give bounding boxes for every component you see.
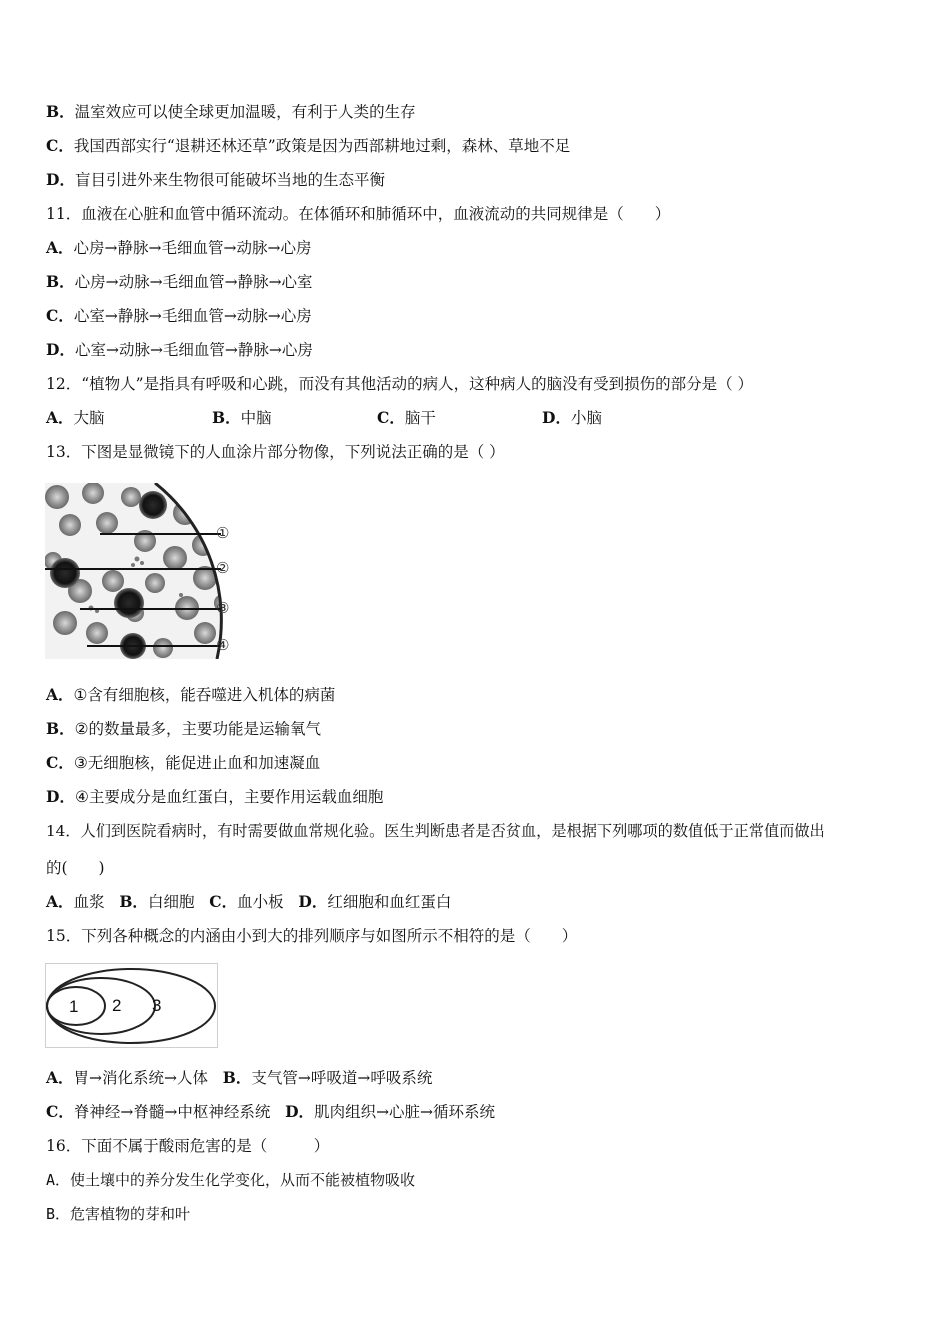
question-11-stem: 11．血液在心脏和血管中循环流动。在体循环和肺循环中，血液流动的共同规律是（ ） (46, 205, 671, 223)
q12-option-d (542, 407, 602, 429)
option-letter: D． (542, 408, 571, 427)
option-letter: D． (46, 787, 75, 806)
option-letter: A． (46, 408, 74, 427)
question-14-stem-line2: 的( ) (46, 859, 105, 877)
q12-options (46, 407, 846, 429)
option-letter: C． (46, 1102, 74, 1121)
figure-label-1: ① (216, 524, 230, 542)
q11-option-d (46, 339, 313, 361)
option-letter: D． (285, 1102, 315, 1121)
option-text: 支气管→呼吸道→呼吸系统 (251, 1069, 433, 1087)
option-text: 红细胞和血红蛋白 (327, 893, 452, 911)
q12-option-b (212, 407, 272, 429)
option-text: ④主要成分是血红蛋白，主要作用运载血细胞 (74, 788, 384, 806)
q12-option-c (377, 407, 436, 429)
option-text: 大脑 (73, 409, 105, 427)
option-text: 盲目引进外来生物很可能破坏当地的生态平衡 (74, 171, 385, 189)
option-text: 心室→动脉→毛细血管→静脉→心房 (74, 341, 313, 359)
figure-label-3: ③ (216, 599, 230, 617)
option-letter: B． (46, 272, 75, 291)
option-letter: A． (46, 685, 74, 704)
option-letter: C． (46, 306, 74, 325)
blood-smear-figure (45, 483, 240, 659)
question-14-stem-line1: 14．人们到医院看病时，有时需要做血常规化验。医生判断患者是否贫血，是根据下列哪项的数值低于正常值而做出 (46, 822, 825, 840)
option-text: 肌肉组织→心脏→循环系统 (314, 1103, 496, 1121)
option-text: 中脑 (240, 409, 272, 427)
option-text: 心室→静脉→毛细血管→动脉→心房 (73, 307, 312, 325)
option-letter: A． (46, 238, 74, 257)
option-text: 我国西部实行“退耕还林还草”政策是因为西部耕地过剩，森林、草地不足 (73, 137, 571, 155)
option-text: 温室效应可以使全球更加温暖，有利于人类的生存 (74, 103, 416, 121)
blood-smear-image (45, 483, 240, 659)
q11-option-c (46, 305, 312, 327)
option-letter: C． (377, 408, 405, 427)
nested-ellipses-figure (45, 963, 218, 1048)
q11-option-a (46, 237, 311, 259)
q15-options-ab (46, 1067, 432, 1089)
option-letter: D． (298, 892, 328, 911)
option-text: 胃→消化系统→人体 (73, 1069, 209, 1087)
question-13-stem: 13．下图是显微镜下的人血涂片部分物像，下列说法正确的是（ ） (46, 443, 505, 461)
option-letter: C． (46, 136, 74, 155)
option-letter: B． (222, 1068, 252, 1087)
q13-option-b (46, 718, 321, 740)
option-letter: B． (119, 892, 148, 911)
option-letter: C． (46, 753, 74, 772)
figure-label-2: ② (216, 559, 230, 577)
ellipse-label-1: 1 (69, 997, 79, 1016)
option-text: 脑干 (404, 409, 436, 427)
option-letter: B． (46, 719, 75, 738)
option-text: 脊神经→脊髓→中枢神经系统 (73, 1103, 271, 1121)
option-text: 白细胞 (147, 893, 195, 911)
q16-option-a: A．使土壤中的养分发生化学变化，从而不能被植物吸收 (46, 1171, 416, 1189)
q11-option-b (46, 271, 313, 293)
q13-option-a (46, 684, 335, 706)
figure-label-4: ④ (216, 636, 230, 654)
option-text: 血浆 (73, 893, 105, 911)
ellipse-label-3: 3 (152, 996, 162, 1015)
option-text: ②的数量最多，主要功能是运输氧气 (74, 720, 322, 738)
question-16-stem: 16．下面不属于酸雨危害的是（ ） (46, 1137, 330, 1155)
option-b-line (46, 101, 416, 123)
option-letter: D． (46, 170, 75, 189)
q14-options (46, 891, 451, 913)
option-text: 血小板 (237, 893, 284, 911)
option-text: ①含有细胞核，能吞噬进入机体的病菌 (73, 686, 336, 704)
option-letter: A． (46, 892, 74, 911)
question-15-stem: 15．下列各种概念的内涵由小到大的排列顺序与如图所示不相符的是（ ） (46, 927, 578, 945)
option-d-line (46, 169, 385, 191)
option-text: ③无细胞核，能促进止血和加速凝血 (73, 754, 321, 772)
question-12-stem: 12．“植物人”是指具有呼吸和心跳，而没有其他活动的病人，这种病人的脑没有受到损伤的部分是（ ） (46, 375, 754, 393)
q15-options-cd (46, 1101, 495, 1123)
q13-option-d (46, 786, 383, 808)
option-text: 心房→静脉→毛细血管→动脉→心房 (73, 239, 312, 257)
option-c-line (46, 135, 570, 157)
q16-option-b: B．危害植物的芽和叶 (46, 1205, 191, 1223)
q12-option-a (46, 407, 105, 429)
option-letter: B． (212, 408, 241, 427)
option-letter: A． (46, 1068, 74, 1087)
option-letter: B． (46, 102, 75, 121)
option-text: 心房→动脉→毛细血管→静脉→心室 (74, 273, 313, 291)
option-letter: C． (209, 892, 238, 911)
q13-option-c (46, 752, 320, 774)
option-letter: D． (46, 340, 75, 359)
ellipse-label-2: 2 (112, 996, 122, 1015)
option-text: 小脑 (570, 409, 602, 427)
